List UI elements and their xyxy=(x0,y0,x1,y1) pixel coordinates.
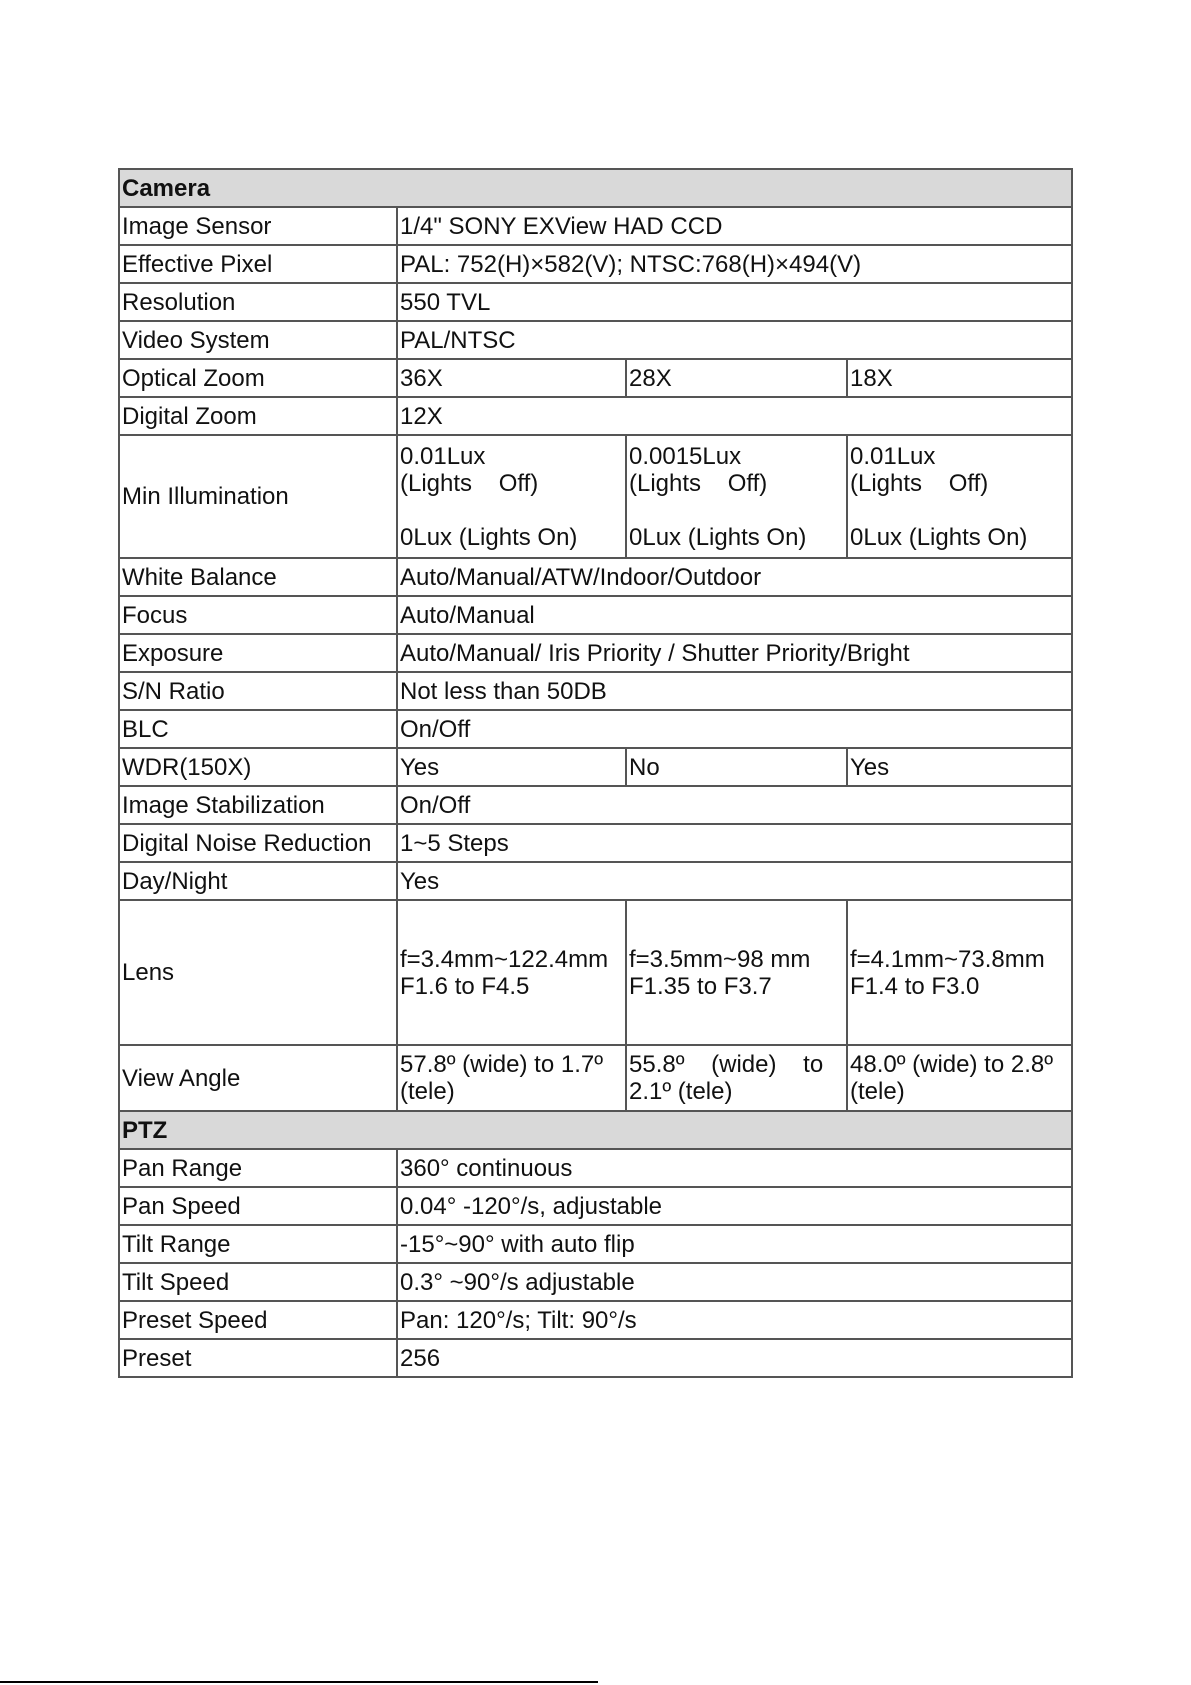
spec-label: Tilt Range xyxy=(119,1225,397,1263)
table-row xyxy=(119,1225,1072,1263)
table-row xyxy=(119,435,1072,558)
angle-line: (tele) xyxy=(400,1078,455,1105)
angle-line: 48.0º (wide) to 2.8º xyxy=(850,1051,1053,1078)
table-row xyxy=(119,359,1072,397)
spec-value: Yes xyxy=(397,748,626,786)
spec-label: WDR(150X) xyxy=(119,748,397,786)
table-row xyxy=(119,283,1072,321)
ptz-section-header: PTZ xyxy=(119,1111,1072,1149)
spec-value xyxy=(626,900,847,1045)
spec-label: Min Illumination xyxy=(119,435,397,558)
spec-value: 1~5 Steps xyxy=(397,824,1072,862)
table-row xyxy=(119,558,1072,596)
table-row xyxy=(119,1263,1072,1301)
spec-label: Day/Night xyxy=(119,862,397,900)
spec-value: 1/4" SONY EXView HAD CCD xyxy=(397,207,1072,245)
angle-line: 57.8º (wide) to 1.7º xyxy=(400,1051,603,1078)
table-row xyxy=(119,710,1072,748)
spec-value: PAL/NTSC xyxy=(397,321,1072,359)
spec-value xyxy=(397,900,626,1045)
illum-lux-off: 0.0015Lux xyxy=(629,442,742,470)
table-row xyxy=(119,786,1072,824)
camera-section-header: Camera xyxy=(119,169,1072,207)
illum-lights-on: 0Lux (Lights On) xyxy=(400,523,578,551)
spec-value: 0.04° -120°/s, adjustable xyxy=(397,1187,1072,1225)
spec-value: 256 xyxy=(397,1339,1072,1377)
table-row xyxy=(119,1187,1072,1225)
illum-lights-off: (Lights Off) xyxy=(850,469,989,497)
spec-label: Preset xyxy=(119,1339,397,1377)
spec-value: 18X xyxy=(847,359,1072,397)
spec-value: 550 TVL xyxy=(397,283,1072,321)
spec-value xyxy=(397,1045,626,1111)
lens-focal: f=4.1mm~73.8mm xyxy=(850,945,1045,973)
spec-value xyxy=(397,435,626,558)
illum-lights-off: (Lights Off) xyxy=(400,469,539,497)
spec-label: BLC xyxy=(119,710,397,748)
spec-label: Pan Range xyxy=(119,1149,397,1187)
illum-lux-off: 0.01Lux xyxy=(850,442,936,470)
lens-aperture: F1.35 to F3.7 xyxy=(629,972,772,1000)
table-row xyxy=(119,1149,1072,1187)
spec-label: View Angle xyxy=(119,1045,397,1111)
table-row xyxy=(119,321,1072,359)
spec-label: Video System xyxy=(119,321,397,359)
spec-value: On/Off xyxy=(397,786,1072,824)
spec-value: Auto/Manual xyxy=(397,596,1072,634)
table-row xyxy=(119,748,1072,786)
table-row xyxy=(119,1339,1072,1377)
camera-section-row xyxy=(119,169,1072,207)
spec-value: Not less than 50DB xyxy=(397,672,1072,710)
spec-label: White Balance xyxy=(119,558,397,596)
table-row xyxy=(119,207,1072,245)
ptz-section-row xyxy=(119,1111,1072,1149)
spec-value: Pan: 120°/s; Tilt: 90°/s xyxy=(397,1301,1072,1339)
lens-aperture: F1.4 to F3.0 xyxy=(850,972,980,1000)
table-row xyxy=(119,862,1072,900)
spec-label: Exposure xyxy=(119,634,397,672)
spec-value: On/Off xyxy=(397,710,1072,748)
spec-value: 0.3° ~90°/s adjustable xyxy=(397,1263,1072,1301)
spec-label: Pan Speed xyxy=(119,1187,397,1225)
spec-value xyxy=(626,1045,847,1111)
spec-value xyxy=(847,900,1072,1045)
spec-label: S/N Ratio xyxy=(119,672,397,710)
table-row xyxy=(119,672,1072,710)
spec-value: Yes xyxy=(847,748,1072,786)
table-row xyxy=(119,900,1072,1045)
spec-value: -15°~90° with auto flip xyxy=(397,1225,1072,1263)
table-row xyxy=(119,1045,1072,1111)
spec-label: Digital Noise Reduction xyxy=(119,824,397,862)
lens-focal: f=3.4mm~122.4mm xyxy=(400,945,609,973)
table-row xyxy=(119,397,1072,435)
table-row xyxy=(119,634,1072,672)
spec-label: Optical Zoom xyxy=(119,359,397,397)
spec-value: 36X xyxy=(397,359,626,397)
table-row xyxy=(119,824,1072,862)
spec-value: No xyxy=(626,748,847,786)
spec-value: 360° continuous xyxy=(397,1149,1072,1187)
spec-label: Lens xyxy=(119,900,397,1045)
spec-label: Resolution xyxy=(119,283,397,321)
spec-value: PAL: 752(H)×582(V); NTSC:768(H)×494(V) xyxy=(397,245,1072,283)
spec-label: Focus xyxy=(119,596,397,634)
table-row xyxy=(119,596,1072,634)
spec-value: 28X xyxy=(626,359,847,397)
spec-value: Auto/Manual/ATW/Indoor/Outdoor xyxy=(397,558,1072,596)
spec-label: Tilt Speed xyxy=(119,1263,397,1301)
illum-lights-off: (Lights Off) xyxy=(629,469,768,497)
table-row xyxy=(119,1301,1072,1339)
spec-label: Image Sensor xyxy=(119,207,397,245)
spec-value xyxy=(847,435,1072,558)
lens-aperture: F1.6 to F4.5 xyxy=(400,972,530,1000)
lens-focal: f=3.5mm~98 mm xyxy=(629,945,811,973)
illum-lights-on: 0Lux (Lights On) xyxy=(629,523,807,551)
spec-label: Effective Pixel xyxy=(119,245,397,283)
angle-line: 2.1º (tele) xyxy=(629,1078,733,1105)
spec-label: Image Stabilization xyxy=(119,786,397,824)
spec-table xyxy=(118,168,1073,1378)
spec-value: Yes xyxy=(397,862,1072,900)
spec-label: Preset Speed xyxy=(119,1301,397,1339)
spec-value xyxy=(626,435,847,558)
spec-label: Digital Zoom xyxy=(119,397,397,435)
footer-rule xyxy=(0,1681,598,1683)
illum-lux-off: 0.01Lux xyxy=(400,442,486,470)
spec-value: Auto/Manual/ Iris Priority / Shutter Priority/Bright xyxy=(397,634,1072,672)
spec-value xyxy=(847,1045,1072,1111)
angle-line: (tele) xyxy=(850,1078,905,1105)
illum-lights-on: 0Lux (Lights On) xyxy=(850,523,1028,551)
angle-line: 55.8º (wide) to xyxy=(629,1051,824,1078)
spec-value: 12X xyxy=(397,397,1072,435)
table-row xyxy=(119,245,1072,283)
